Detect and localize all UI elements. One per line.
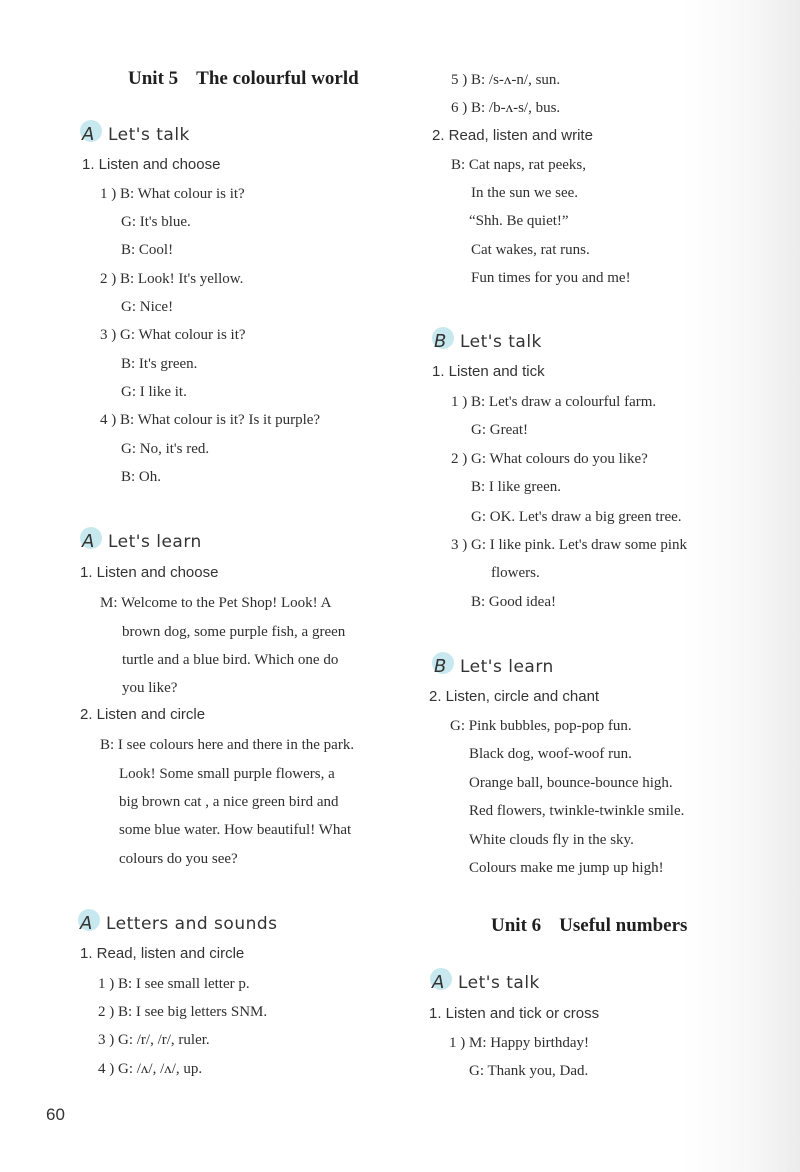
page-number: 60 (46, 1105, 65, 1124)
dialogue-line: some blue water. How beautiful! What (119, 822, 352, 838)
dialogue-line: 4 ) G: /ʌ/, /ʌ/, up. (98, 1061, 203, 1077)
dialogue-line: 1 ) B: What colour is it? (100, 186, 245, 202)
chant-line: Orange ball, bounce-bounce high. (469, 775, 673, 791)
dialogue-line: G: I like it. (121, 384, 187, 400)
section-letter-b-icon: B (434, 656, 460, 677)
exercise-title: 1. Read, listen and circle (80, 945, 245, 962)
section-label: Let's learn (108, 532, 202, 552)
dialogue-line: 4 ) B: What colour is it? Is it purple? (100, 412, 321, 428)
page-edge-shadow (682, 0, 800, 1172)
section-b-lets-learn (434, 656, 554, 677)
section-a-lets-talk (82, 124, 190, 145)
unit6-title: Unit 6 (491, 915, 542, 936)
dialogue-line: G: It's blue. (121, 214, 191, 230)
dialogue-line: 2 ) B: I see big letters SNM. (98, 1004, 268, 1020)
dialogue-line: you like? (122, 680, 178, 696)
exercise-title: 2. Listen and circle (80, 706, 206, 723)
dialogue-line: G: Nice! (121, 299, 174, 315)
section-a-letters-and-sounds (80, 913, 278, 934)
section-a-lets-talk-unit6 (432, 972, 540, 993)
dialogue-line: G: OK. Let's draw a big green tree. (471, 509, 682, 525)
dialogue-line: 3 ) G: What colour is it? (100, 327, 246, 343)
section-label: Let's learn (460, 657, 554, 677)
chant-line: In the sun we see. (471, 185, 579, 201)
unit6-subtitle: Useful numbers (559, 915, 688, 936)
unit5-subtitle: The colourful world (196, 68, 359, 89)
dialogue-line: 3 ) G: I like pink. Let's draw some pink (451, 537, 687, 553)
dialogue-line: 1 ) B: I see small letter p. (98, 976, 250, 992)
section-letter-a-icon: A (432, 972, 458, 993)
exercise-title: 2. Listen, circle and chant (429, 688, 600, 705)
dialogue-line: B: I see colours here and there in the park. (100, 737, 355, 753)
unit5-title: Unit 5 (128, 68, 179, 89)
chant-line: Cat wakes, rat runs. (471, 242, 590, 258)
chant-line: Red flowers, twinkle-twinkle smile. (469, 803, 685, 819)
unit6-heading (491, 915, 687, 937)
unit5-heading (128, 68, 359, 90)
dialogue-line: B: Good idea! (471, 594, 556, 610)
dialogue-line: G: Thank you, Dad. (469, 1063, 589, 1079)
exercise-title: 2. Read, listen and write (432, 127, 593, 144)
section-b-lets-talk (434, 331, 542, 352)
chant-line: Fun times for you and me! (471, 270, 631, 286)
section-a-lets-learn (82, 531, 202, 552)
section-letter-b-icon: B (434, 331, 460, 352)
exercise-title: 1. Listen and tick or cross (429, 1005, 600, 1022)
dialogue-line: turtle and a blue bird. Which one do (122, 652, 339, 668)
dialogue-line: M: Welcome to the Pet Shop! Look! A (100, 595, 332, 611)
chant-line: “Shh. Be quiet!” (469, 213, 569, 229)
dialogue-line: colours do you see? (119, 851, 238, 867)
section-label: Let's talk (460, 332, 542, 352)
exercise-title: 1. Listen and choose (80, 564, 219, 581)
dialogue-line: 6 ) B: /b-ʌ-s/, bus. (451, 100, 561, 116)
chant-line: G: Pink bubbles, pop-pop fun. (450, 718, 632, 734)
dialogue-line: 2 ) G: What colours do you like? (451, 451, 648, 467)
dialogue-line: flowers. (491, 565, 540, 581)
dialogue-line: 1 ) B: Let's draw a colourful farm. (451, 394, 657, 410)
dialogue-line: big brown cat , a nice green bird and (119, 794, 339, 810)
dialogue-line: B: I like green. (471, 479, 561, 495)
chant-line: B: Cat naps, rat peeks, (451, 157, 586, 173)
chant-line: Colours make me jump up high! (469, 860, 664, 876)
chant-line: Black dog, woof-woof run. (469, 746, 632, 762)
dialogue-line: brown dog, some purple fish, a green (122, 624, 346, 640)
dialogue-line: 2 ) B: Look! It's yellow. (100, 271, 244, 287)
section-letter-a-icon: A (82, 531, 108, 552)
dialogue-line: 1 ) M: Happy birthday! (449, 1035, 589, 1051)
dialogue-line: 5 ) B: /s-ʌ-n/, sun. (451, 72, 561, 88)
section-letter-a-icon: A (80, 913, 106, 934)
exercise-title: 1. Listen and choose (82, 156, 221, 173)
dialogue-line: G: Great! (471, 422, 529, 438)
dialogue-line: G: No, it's red. (121, 441, 210, 457)
dialogue-line: Look! Some small purple flowers, a (119, 766, 335, 782)
exercise-title: 1. Listen and tick (432, 363, 545, 380)
dialogue-line: B: Oh. (121, 469, 162, 485)
dialogue-line: B: Cool! (121, 242, 174, 258)
section-label: Letters and sounds (106, 914, 278, 934)
chant-line: White clouds fly in the sky. (469, 832, 634, 848)
dialogue-line: 3 ) G: /r/, /r/, ruler. (98, 1032, 210, 1048)
section-letter-a-icon: A (82, 124, 108, 145)
section-label: Let's talk (458, 973, 540, 993)
section-label: Let's talk (108, 125, 190, 145)
dialogue-line: B: It's green. (121, 356, 198, 372)
